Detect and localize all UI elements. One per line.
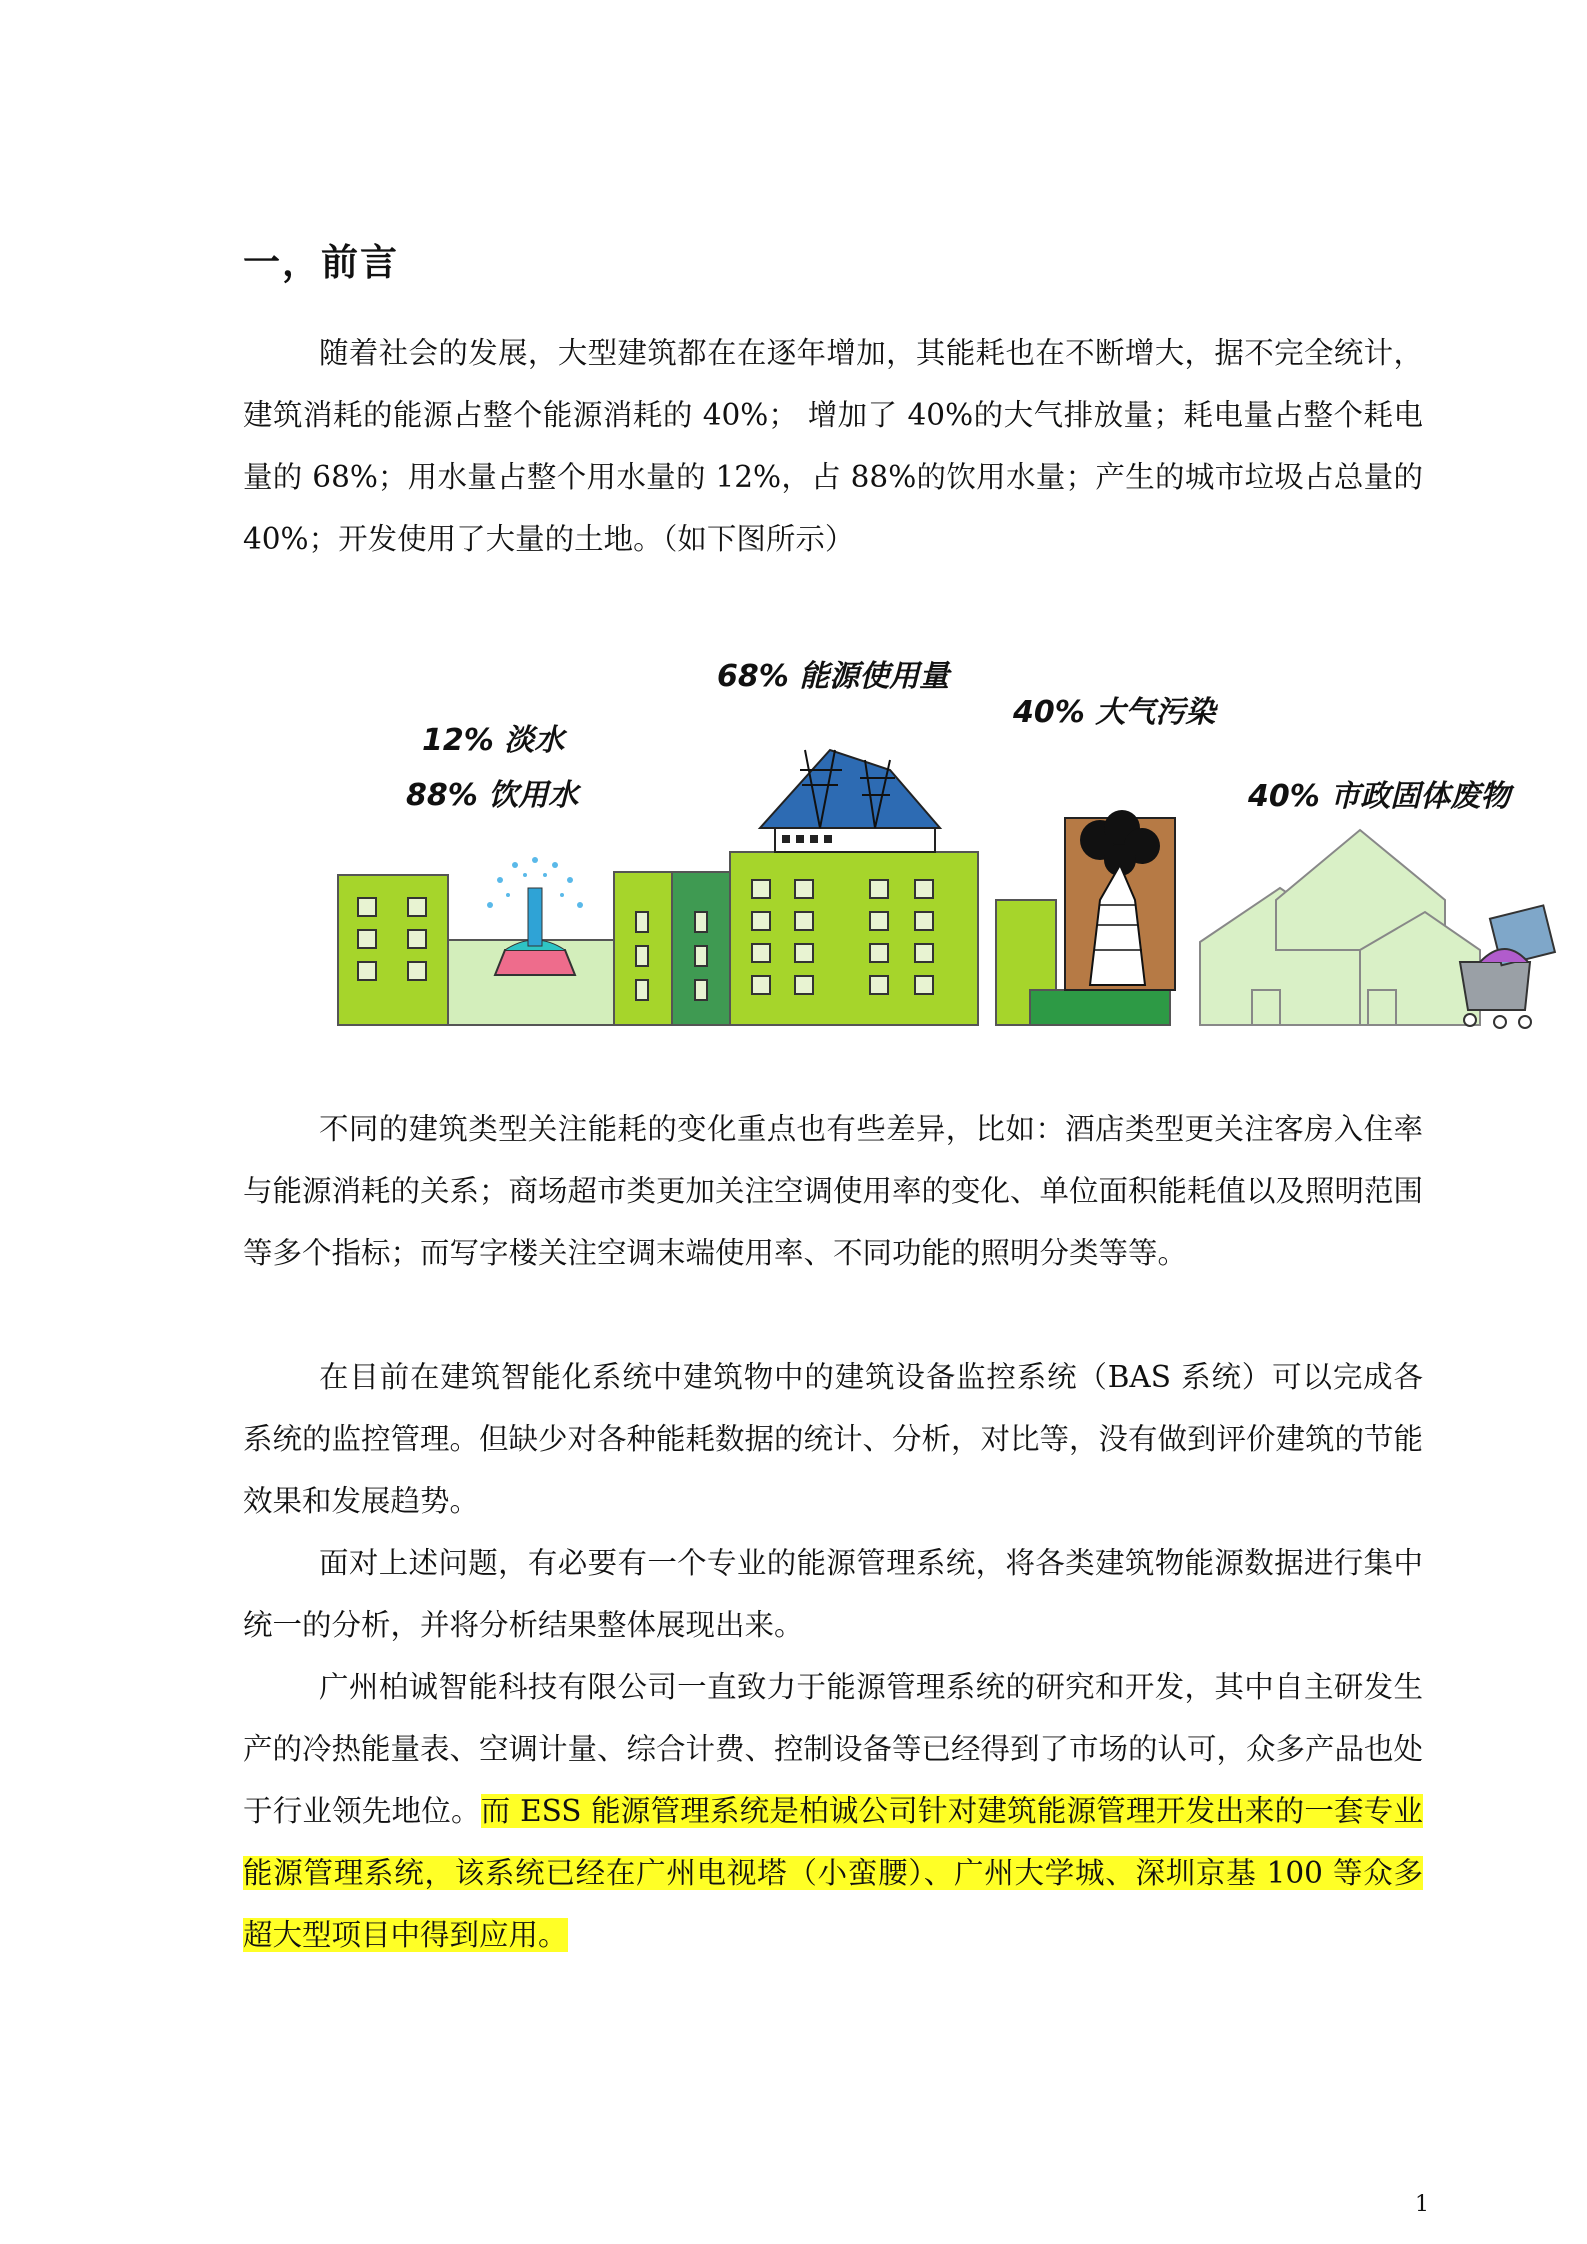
left-building — [338, 875, 448, 1025]
ess-highlight-text: 而 ESS 能源管理系统是柏诚公司针对建筑能源管理开发出来的一套专业能源管理系统，该系统已经在广州电视塔（小蛮腰）、广州大学城、深圳京基 100 等众多超大型项目中得到应用。 — [243, 1794, 1423, 1952]
pollution-block — [996, 810, 1175, 1025]
water-label-1: 12% 淡水 — [422, 723, 565, 758]
intro-paragraph: 随着社会的发展，大型建筑都在在逐年增加，其能耗也在不断增大，据不完全统计，建筑消耗的能源占整个能源消耗的 40%； 增加了 40%的大气排放量；耗电量占整个耗电量的 68%；用水量占整个用水量的 12%，占 88%的饮用水量；产生的城市垃圾占总量的 40%；开发使用了大量的土地。（如下图所示） — [243, 336, 1423, 556]
company-text: 广州柏诚智能科技有限公司一直致力于能源管理系统的研究和开发，其中自主研发生产的冷热能量表、空调计量、综合计费、控制设备等已经得到了市场的认可，众多产品也处于行业领先地位。 — [243, 1670, 1424, 1828]
water-label-2: 88% 饮用水 — [406, 778, 579, 813]
building-energy-illustration — [330, 650, 1560, 1040]
trash-cart — [1460, 905, 1555, 1028]
waste-label: 40% 市政固体废物 — [1248, 779, 1511, 814]
section-heading: 一，前言 — [243, 241, 399, 284]
company-paragraph — [243, 1656, 1423, 1966]
middle-building-dark — [672, 872, 730, 1025]
page-number: 1 — [1415, 2192, 1429, 2217]
houses — [1200, 830, 1480, 1025]
building-types-paragraph: 不同的建筑类型关注能耗的变化重点也有些差异，比如：酒店类型更关注客房入住率与能源消耗的关系；商场超市类更加关注空调使用率的变化、单位面积能耗值以及照明范围等多个指标；而写字楼关注空调末端使用率、不同功能的照明分类等等。 — [243, 1112, 1424, 1270]
energy-label: 68% 能源使用量 — [717, 659, 950, 694]
air-label: 40% 大气污染 — [1013, 695, 1216, 730]
middle-building-a — [614, 872, 672, 1025]
bas-paragraph: 在目前在建筑智能化系统中建筑物中的建筑设备监控系统（BAS 系统）可以完成各系统的监控管理。但缺少对各种能耗数据的统计、分析，对比等，没有做到评价建筑的节能效果和发展趋势。 — [243, 1360, 1424, 1518]
central-building — [730, 750, 978, 1025]
need-paragraph: 面对上述问题，有必要有一个专业的能源管理系统，将各类建筑物能源数据进行集中统一的分析，并将分析结果整体展现出来。 — [243, 1546, 1423, 1642]
fountain-block — [448, 857, 614, 1025]
